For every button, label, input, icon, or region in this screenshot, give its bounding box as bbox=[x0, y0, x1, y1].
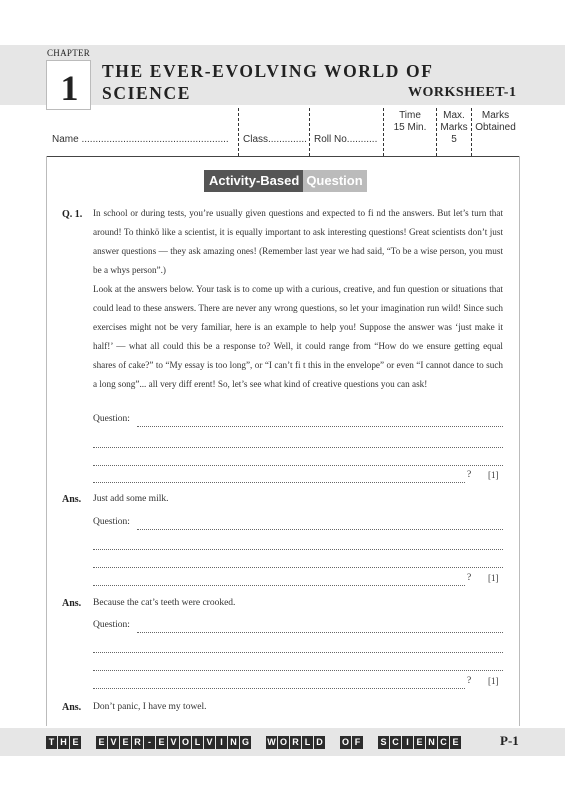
footer-letter: W bbox=[267, 737, 276, 747]
answer-line[interactable] bbox=[93, 688, 465, 689]
marks-label: [1] bbox=[488, 676, 499, 686]
footer-letter: I bbox=[216, 736, 227, 749]
footer-letter: F bbox=[352, 736, 363, 749]
footer-word-gap bbox=[82, 736, 95, 749]
footer-word bbox=[340, 736, 363, 749]
footer-letter: I bbox=[402, 736, 413, 749]
footer-letter: O bbox=[181, 737, 189, 747]
class-field[interactable]: Class.............. bbox=[243, 134, 307, 145]
divider bbox=[309, 108, 310, 156]
question-number: Q. 1. bbox=[62, 209, 83, 220]
marks-obtained-cell[interactable] bbox=[472, 110, 519, 134]
footer-letter: O bbox=[279, 737, 287, 747]
section-heading bbox=[204, 170, 367, 192]
footer-letter: N bbox=[228, 736, 239, 749]
footer-letter: V bbox=[168, 736, 179, 749]
footer-letter: C bbox=[390, 736, 401, 749]
answer-line[interactable] bbox=[137, 529, 503, 530]
footer-letter: - bbox=[144, 736, 155, 749]
answer-text: Don’t panic, I have my towel. bbox=[93, 702, 207, 712]
section-heading-part2: Question bbox=[303, 170, 366, 192]
footer-word-gap bbox=[252, 736, 265, 749]
footer-letter: T bbox=[46, 736, 57, 749]
question-prompt-label: Question: bbox=[93, 414, 130, 424]
footer-letter: O bbox=[341, 737, 349, 747]
answer-line[interactable] bbox=[93, 549, 503, 550]
answer-line[interactable] bbox=[93, 652, 503, 653]
footer-letter: E bbox=[70, 736, 81, 749]
marks-label: [1] bbox=[488, 573, 499, 583]
footer-letter: E bbox=[414, 736, 425, 749]
footer-word bbox=[96, 736, 251, 749]
answer-line[interactable] bbox=[137, 632, 503, 633]
footer-letter: V bbox=[108, 736, 119, 749]
answer-line[interactable] bbox=[93, 482, 465, 483]
answer-line[interactable] bbox=[93, 585, 465, 586]
answer-text: Just add some milk. bbox=[93, 494, 169, 504]
time-value: 15 Min. bbox=[393, 122, 427, 133]
footer-letter: L bbox=[192, 736, 203, 749]
footer-title bbox=[46, 736, 461, 749]
question-mark: ? bbox=[467, 676, 472, 686]
footer-word bbox=[46, 736, 81, 749]
time-cell bbox=[384, 110, 436, 134]
footer-letter: S bbox=[378, 736, 389, 749]
answer-line[interactable] bbox=[93, 670, 503, 671]
answer-label: Ans. bbox=[62, 702, 82, 713]
page-right-border bbox=[519, 156, 520, 726]
question-prompt-label: Question: bbox=[93, 620, 130, 630]
chapter-label: CHAPTER bbox=[47, 48, 91, 58]
footer-letter: C bbox=[438, 736, 449, 749]
max-label: Max. bbox=[443, 110, 465, 121]
answer-label: Ans. bbox=[62, 494, 82, 505]
answer-line[interactable] bbox=[137, 426, 503, 427]
chapter-number-box bbox=[46, 60, 91, 110]
footer-letter: G bbox=[241, 737, 249, 747]
max-marks-cell bbox=[437, 110, 471, 146]
info-row-rule bbox=[46, 156, 519, 157]
footer-word-gap bbox=[364, 736, 377, 749]
footer-letter: E bbox=[156, 736, 167, 749]
question-mark: ? bbox=[467, 470, 472, 480]
chapter-number: 1 bbox=[60, 68, 79, 108]
footer-letter: E bbox=[120, 736, 131, 749]
footer-letter: E bbox=[450, 736, 461, 749]
answer-line[interactable] bbox=[93, 567, 503, 568]
student-info-row bbox=[46, 108, 519, 156]
footer-word-gap bbox=[326, 736, 339, 749]
question-prompt-label: Question: bbox=[93, 517, 130, 527]
page-number: P-1 bbox=[500, 733, 519, 748]
footer-letter: L bbox=[302, 736, 313, 749]
question-paragraph-1: In school or during tests, you’re usually given questions and expected to fi nd the answers. But let’s turn that around! To thinkö like a scientist, it is equally important to ask interesting questions! Great scientists don’t just answer questions — they ask amazing ones! (Remember last year we had said, “To be a wise person, you must be a whys person”.) bbox=[93, 208, 503, 275]
footer-letter: E bbox=[96, 736, 107, 749]
chapter-title-line2: SCIENCE bbox=[102, 83, 192, 103]
max-marks-value: 5 bbox=[451, 134, 457, 145]
chapter-title-line1: THE EVER-EVOLVING WORLD OF bbox=[102, 61, 434, 81]
marks-label: Marks bbox=[481, 110, 510, 121]
max-marks-label: Marks bbox=[440, 122, 468, 133]
divider bbox=[238, 108, 239, 156]
obtained-label: Obtained bbox=[475, 122, 516, 133]
answer-text: Because the cat’s teeth were crooked. bbox=[93, 598, 236, 608]
section-heading-part1: Activity-Based bbox=[204, 170, 303, 192]
footer-word bbox=[266, 736, 325, 749]
roll-no-field[interactable]: Roll No........... bbox=[314, 134, 378, 145]
time-label: Time bbox=[399, 110, 421, 121]
footer-letter: N bbox=[426, 736, 437, 749]
question-paragraph-2: Look at the answers below. Your task is to come up with a curious, creative, and fun question or situations that could lead to these answers. There are never any wrong questions, so let your imagination run wild! Since such exercises might not be very familiar, here is an example to help you! Suppose the answer was ‘just make it half!’ — what all could this be a response to? Well, it could range from “How do we ensure getting equal shares of cake?” to “My essay is too long”, or “I can’t fi t this in the envelope” or even “I cannot dance to such a long song”... all very diff erent! So, let’s see what kind of creative questions you can ask! bbox=[93, 284, 503, 389]
answer-line[interactable] bbox=[93, 447, 503, 448]
question-mark: ? bbox=[467, 573, 472, 583]
footer-letter: D bbox=[314, 736, 325, 749]
footer-word bbox=[378, 736, 461, 749]
footer-letter: V bbox=[204, 736, 215, 749]
footer-letter: H bbox=[58, 736, 69, 749]
footer-letter: R bbox=[290, 736, 301, 749]
answer-label: Ans. bbox=[62, 598, 82, 609]
page-left-border bbox=[46, 156, 47, 726]
marks-label: [1] bbox=[488, 470, 499, 480]
footer-letter: R bbox=[132, 736, 143, 749]
answer-line[interactable] bbox=[93, 465, 503, 466]
name-field[interactable]: Name ..................................................... bbox=[52, 134, 229, 145]
worksheet-label: WORKSHEET-1 bbox=[408, 85, 517, 100]
